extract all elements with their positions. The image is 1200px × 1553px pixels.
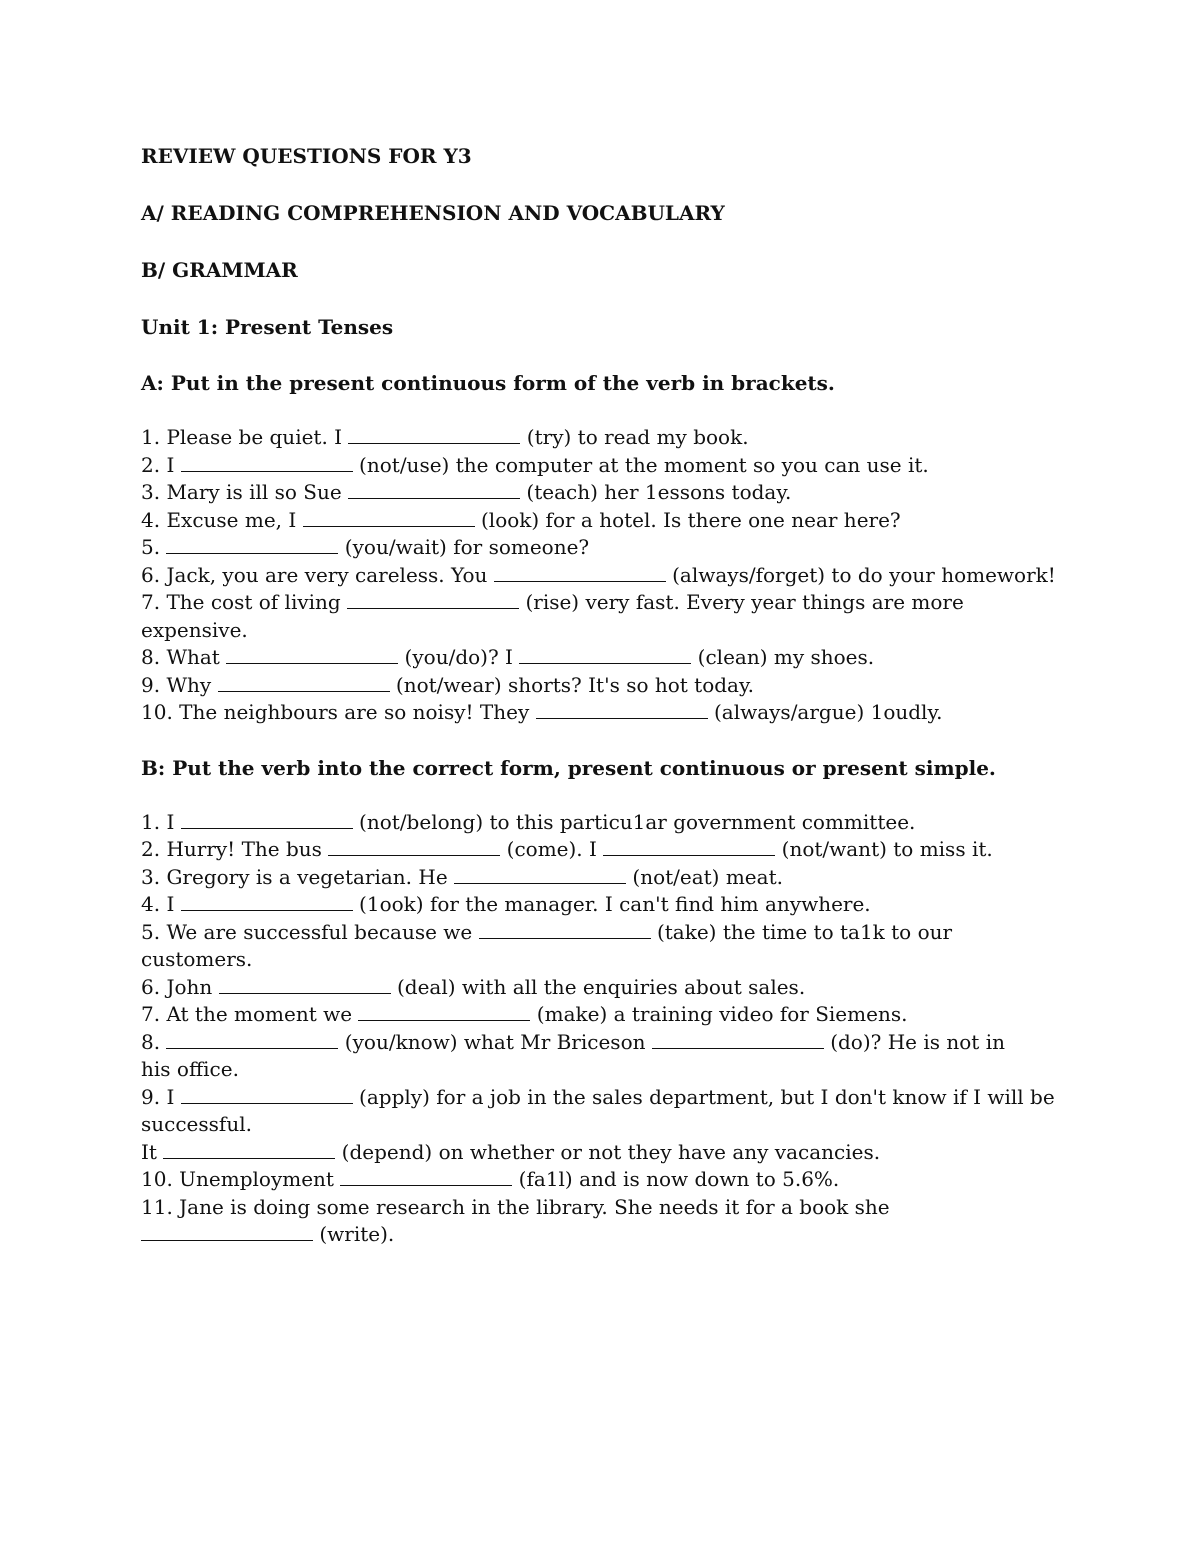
- answer-blank[interactable]: [303, 508, 475, 527]
- exercise-item: [141, 507, 1061, 535]
- item-text: successful.: [141, 1112, 252, 1136]
- item-text: (not/eat) meat.: [626, 864, 783, 889]
- answer-blank[interactable]: [348, 425, 520, 444]
- item-text: (not/use) the computer at the moment so you can use it.: [352, 452, 929, 477]
- item-text: 4. I: [141, 892, 181, 916]
- answer-blank[interactable]: [166, 535, 338, 554]
- answer-blank[interactable]: [536, 700, 708, 719]
- item-text: 4. Excuse me, I: [141, 507, 303, 532]
- item-text: (rise) very fast. Every year things are more expensive.: [141, 590, 964, 642]
- answer-blank[interactable]: [603, 837, 775, 856]
- exercise-item: [141, 1194, 1061, 1249]
- item-text: 2. Hurry! The bus: [141, 837, 329, 861]
- item-text: (try) to read my book.: [520, 425, 749, 449]
- item-text: It: [141, 1139, 164, 1164]
- section-heading-grammar: B/ GRAMMAR: [141, 258, 298, 282]
- item-text: 7. The cost of living: [141, 590, 348, 614]
- exercise-item: [141, 974, 1061, 1002]
- item-text: 3. Gregory is a vegetarian. He: [141, 864, 455, 889]
- item-text: (always/forget) to do your homework!: [665, 562, 1056, 587]
- item-text: (fa1l) and is now down to 5.6%.: [512, 1167, 840, 1191]
- exercise-item: [141, 672, 1061, 700]
- answer-blank[interactable]: [328, 837, 500, 856]
- exercise-item: [141, 562, 1061, 590]
- answer-blank[interactable]: [494, 563, 666, 582]
- exercise-item: [141, 534, 1061, 562]
- item-text: (make) a training video for Siemens.: [530, 1002, 908, 1026]
- item-text: (deal) with all the enquiries about sales.: [390, 974, 806, 999]
- item-text: 9. I: [141, 1084, 181, 1109]
- item-text: (write).: [313, 1222, 395, 1246]
- item-text: 2. I: [141, 452, 181, 477]
- item-text: (you/know) what Mr Briceson: [338, 1029, 652, 1054]
- section-spacer: [141, 727, 1061, 754]
- item-text: 6. Jack, you are very careless. You: [141, 562, 494, 587]
- answer-blank[interactable]: [163, 1140, 335, 1159]
- exercise-item: [141, 589, 1061, 644]
- answer-blank[interactable]: [340, 1167, 512, 1186]
- item-text: 9. Why: [141, 672, 218, 697]
- item-text: 6. John: [141, 974, 219, 999]
- item-text: 1. Please be quiet. I: [141, 425, 349, 449]
- exercise-b-list: [141, 809, 1061, 1249]
- exercise-item: [141, 1166, 1061, 1194]
- answer-blank[interactable]: [218, 673, 390, 692]
- item-text: 5. We are successful because we: [141, 919, 479, 944]
- exercise-b-instruction: B: Put the verb into the correct form, present continuous or present simple.: [141, 755, 996, 780]
- exercise-item: [141, 1001, 1061, 1029]
- document-title: REVIEW QUESTIONS FOR Y3: [141, 144, 472, 168]
- answer-blank[interactable]: [454, 865, 626, 884]
- answer-blank[interactable]: [226, 645, 398, 664]
- item-text: (teach) her 1essons today.: [520, 480, 792, 504]
- item-text: 8.: [141, 1029, 167, 1054]
- item-text: (1ook) for the manager. I can't find him anywhere.: [352, 892, 871, 916]
- item-text: 10. Unemployment: [141, 1167, 341, 1191]
- answer-blank[interactable]: [347, 590, 519, 609]
- exercise-item: [141, 424, 1061, 452]
- section-heading-reading: A/ READING COMPREHENSION AND VOCABULARY: [141, 201, 725, 225]
- item-text: (do)? He is not in: [823, 1029, 1005, 1054]
- exercise-item: [141, 809, 1061, 837]
- item-text: (not/want) to miss it.: [775, 837, 993, 861]
- exercise-item: [141, 1029, 1061, 1057]
- item-text: (you/wait) for someone?: [338, 535, 590, 559]
- answer-blank[interactable]: [181, 810, 353, 829]
- item-text: his office.: [141, 1057, 239, 1081]
- exercise-item: [141, 836, 1061, 864]
- item-text: (apply) for a job in the sales department, but I don't know if I will be: [352, 1084, 1055, 1109]
- exercise-item: [141, 919, 1061, 974]
- unit-heading: Unit 1: Present Tenses: [141, 315, 394, 339]
- item-text: 7. At the moment we: [141, 1002, 359, 1026]
- answer-blank[interactable]: [219, 975, 391, 994]
- exercise-item: [141, 1111, 1061, 1139]
- item-text: 1. I: [141, 809, 181, 834]
- item-text: (always/argue) 1oudly.: [707, 700, 943, 724]
- answer-blank[interactable]: [141, 1222, 313, 1241]
- answer-blank[interactable]: [181, 453, 353, 472]
- document-page: [141, 142, 1061, 1249]
- answer-blank[interactable]: [358, 1002, 530, 1021]
- item-text: 10. The neighbours are so noisy! They: [141, 700, 536, 724]
- item-text: (take) the time to ta1k to our customers.: [141, 919, 953, 971]
- exercise-item: [141, 452, 1061, 480]
- item-text: 3. Mary is ill so Sue: [141, 480, 349, 504]
- item-text: (come). I: [500, 837, 604, 861]
- item-text: (not/wear) shorts? It's so hot today.: [389, 672, 754, 697]
- answer-blank[interactable]: [181, 1085, 353, 1104]
- item-text: 11. Jane is doing some research in the library. She needs it for a book she: [141, 1194, 890, 1219]
- exercise-item: [141, 1139, 1061, 1167]
- exercise-a-list: [141, 424, 1061, 727]
- answer-blank[interactable]: [479, 920, 651, 939]
- item-text: 8. What: [141, 645, 227, 669]
- item-text: (you/do)? I: [398, 645, 520, 669]
- exercise-item: [141, 644, 1061, 672]
- exercise-a-instruction: A: Put in the present continuous form of the verb in brackets.: [141, 371, 835, 395]
- item-text: (depend) on whether or not they have any vacancies.: [335, 1139, 881, 1164]
- exercise-item: [141, 864, 1061, 892]
- answer-blank[interactable]: [348, 480, 520, 499]
- answer-blank[interactable]: [519, 645, 691, 664]
- item-text: (not/belong) to this particu1ar government committee.: [352, 809, 916, 834]
- answer-blank[interactable]: [166, 1030, 338, 1049]
- answer-blank[interactable]: [181, 892, 353, 911]
- exercise-item: [141, 699, 1061, 727]
- exercise-item: [141, 891, 1061, 919]
- exercise-item: [141, 1084, 1061, 1112]
- exercise-item: [141, 1056, 1061, 1084]
- exercise-item: [141, 479, 1061, 507]
- item-text: 5.: [141, 535, 167, 559]
- item-text: (look) for a hotel. Is there one near here?: [474, 507, 901, 532]
- item-text: (clean) my shoes.: [691, 645, 875, 669]
- answer-blank[interactable]: [652, 1030, 824, 1049]
